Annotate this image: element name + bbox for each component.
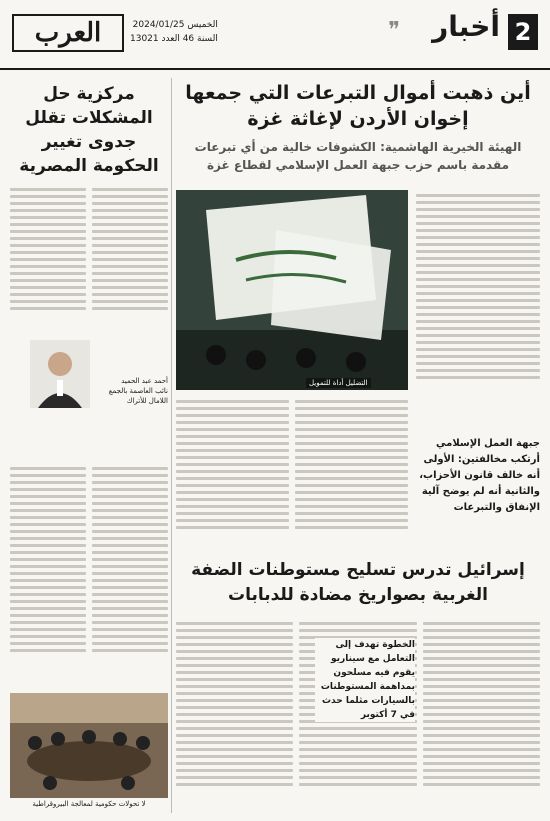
left-body-text	[10, 184, 168, 314]
main-body-right	[416, 190, 540, 390]
page-number: 2	[508, 14, 538, 50]
second-pull-quote: الخطوة تهدف إلى التعامل مع سيناريو يقوم فيه مسلحون بمداهمة المستوطنات بالسيارات مثلما حدث في 7 أكتوبر	[315, 638, 415, 722]
main-headline: أين ذهبت أموال التبرعات التي جمعها إخوان الأردن لإغاثة غزة	[185, 82, 531, 130]
meeting-photo	[10, 693, 168, 798]
main-pull-quote: جبهة العمل الإسلامي أرتكب مخالفتين: الأولى أنه خالف قانون الأحزاب، والثانية أنه لم يوضح آلية الإنفاق والتبرعات	[419, 438, 540, 513]
page-header	[0, 0, 550, 70]
issue-info	[130, 18, 218, 46]
issue-number: السنة 46 العدد 13021	[130, 34, 218, 44]
author-caption	[98, 376, 168, 406]
left-body-text-lower	[10, 463, 168, 656]
author-name: أحمد عبد الحميد	[121, 377, 168, 385]
main-column	[176, 78, 540, 813]
main-photo-caption: التضليل أداة للتمويل	[306, 378, 371, 388]
main-subheadline: الهيئة الخيرية الهاشمية: الكشوفات خالية من أي تبرعات مقدمة باسم حزب جبهة العمل الإسلامي لقطاع غزة	[194, 140, 522, 172]
newspaper-logo: العرب	[12, 14, 124, 52]
author-title: نائب العاصمة بالجمع اللامال للأتراك	[108, 387, 168, 405]
column-divider	[171, 78, 172, 813]
issue-date: الخميس 2024/01/25	[132, 20, 218, 30]
section-title: أخبار	[432, 10, 500, 43]
author-photo	[30, 340, 90, 408]
left-headline: مركزية حل المشكلات تقلل جدوى تغيير الحكومة المصرية	[19, 84, 159, 176]
main-body-lower	[176, 396, 408, 551]
left-column	[10, 78, 168, 813]
quote-icon: ❞	[388, 18, 400, 43]
meeting-photo-caption: لا تحولات حكومية لمعالجة البيروقراطية	[32, 800, 146, 808]
main-photo	[176, 190, 408, 390]
author-block	[10, 340, 168, 460]
second-headline: إسرائيل تدرس تسليح مستوطنات الضفة الغربية بصواريخ مضادة للدبابات	[191, 560, 525, 605]
